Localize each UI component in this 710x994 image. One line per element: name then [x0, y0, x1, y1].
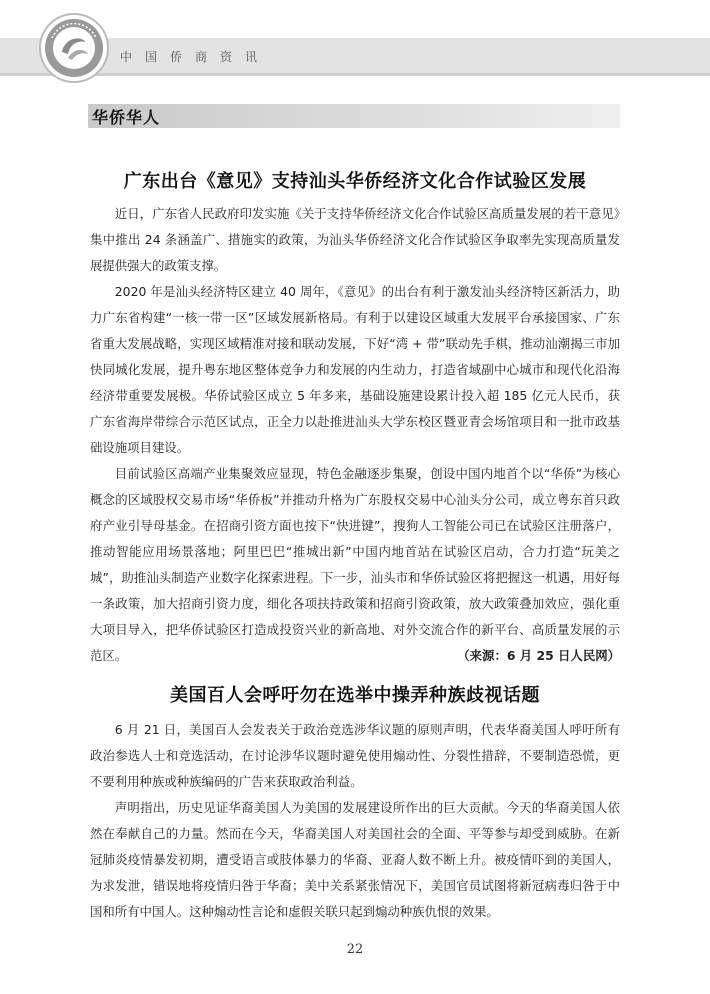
- article-2-paragraph-2: 声明指出，历史见证华裔美国人为美国的发展建设所作出的巨大贡献。今天的华裔美国人依然在奉献自己的力量。然而在今天，华裔美国人对美国社会的全面、平等参与却受到威胁。在新冠肺炎疫情暴发初期，遭受语言或肢体暴力的华裔、亚裔人数不断上升。被疫情吓到的美国人，为求发泄，错误地将疫情归咎于华裔；美中关系紧张情况下，美国官员试图将新冠病毒归咎于中国和所有中国人。这种煽动性言论和虚假关联只起到煽动种族仇恨的效果。: [90, 800, 620, 919]
- article-1-title: 广东出台《意见》支持汕头华侨经济文化合作试验区发展: [123, 171, 587, 192]
- article-1-paragraph-1: 近日，广东省人民政府印发实施《关于支持华侨经济文化合作试验区高质量发展的若干意见》集中推出 24 条涵盖广、措施实的政策，为汕头华侨经济文化合作试验区争取率先实现高质量发展提供强大的政策支撑。: [90, 206, 620, 273]
- logo-emblem-icon: [38, 12, 110, 84]
- article-1-source: （来源：6 月 25 日人民网）: [457, 648, 620, 663]
- page-number: 22: [346, 942, 364, 957]
- article-1-paragraph-2: 2020 年是汕头经济特区建立 40 周年，《意见》的出台有利于激发汕头经济特区新活力，助力广东省构建“一核一带一区”区域发展新格局。有利于以建设区域重大发展平台承接国家、广东省重大发展战略，实现区域精准对接和联动发展，下好“湾 + 带”联动先手棋，推动汕潮揭三市加快同城化发展，提升粤东地区整体竞争力和发展的内生动力，打造省域副中心城市和现代化沿海经济带重要发展极。华侨试验区成立 5 年多来，基础设施建设累计投入超 185 亿元人民币，获广东省海岸带综合示范区试点，正全力以赴推进汕头大学东校区暨亚青会场馆项目和一批市政基础设施项目建设。: [90, 284, 620, 455]
- section-title: 华侨华人: [92, 108, 161, 127]
- article-2-paragraph-1: 6 月 21 日，美国百人会发表关于政治竞选涉华议题的原则声明，代表华裔美国人呼吁所有政治参选人士和竞选活动，在讨论涉华议题时避免使用煽动性、分裂性措辞，不要制造恐慌，更不要利用种族或种族编码的广告来获取政治利益。: [90, 722, 620, 789]
- article-1-paragraph-3: [90, 461, 620, 669]
- article-1-paragraph-3-text: 目前试验区高端产业集聚效应显现，特色金融逐步集聚，创设中国内地首个以“华侨”为核心概念的区域股权交易市场“华侨板”并推动升格为广东股权交易中心汕头分公司，成立粤东首只政府产业引导母基金。在招商引资方面也按下“快进键”，搜狗人工智能公司已在试验区注册落户，推动智能应用场景落地；阿里巴巴“推城出新”中国内地首站在试验区启动，合力打造“玩美之城”，助推汕头制造产业数字化探索进程。下一步，汕头市和华侨试验区将把握这一机遇，用好每一条政策，加大招商引资力度，细化各项扶持政策和招商引资政策，放大政策叠加效应，强化重大项目导入，把华侨试验区打造成投资兴业的新高地、对外交流合作的新平台、高质量发展的示范区。: [90, 466, 620, 663]
- article-2-title: 美国百人会呼吁勿在选举中操弄种族歧视话题: [170, 685, 540, 706]
- section-bar: [88, 104, 620, 128]
- header-title: 中国侨商资讯: [120, 50, 271, 64]
